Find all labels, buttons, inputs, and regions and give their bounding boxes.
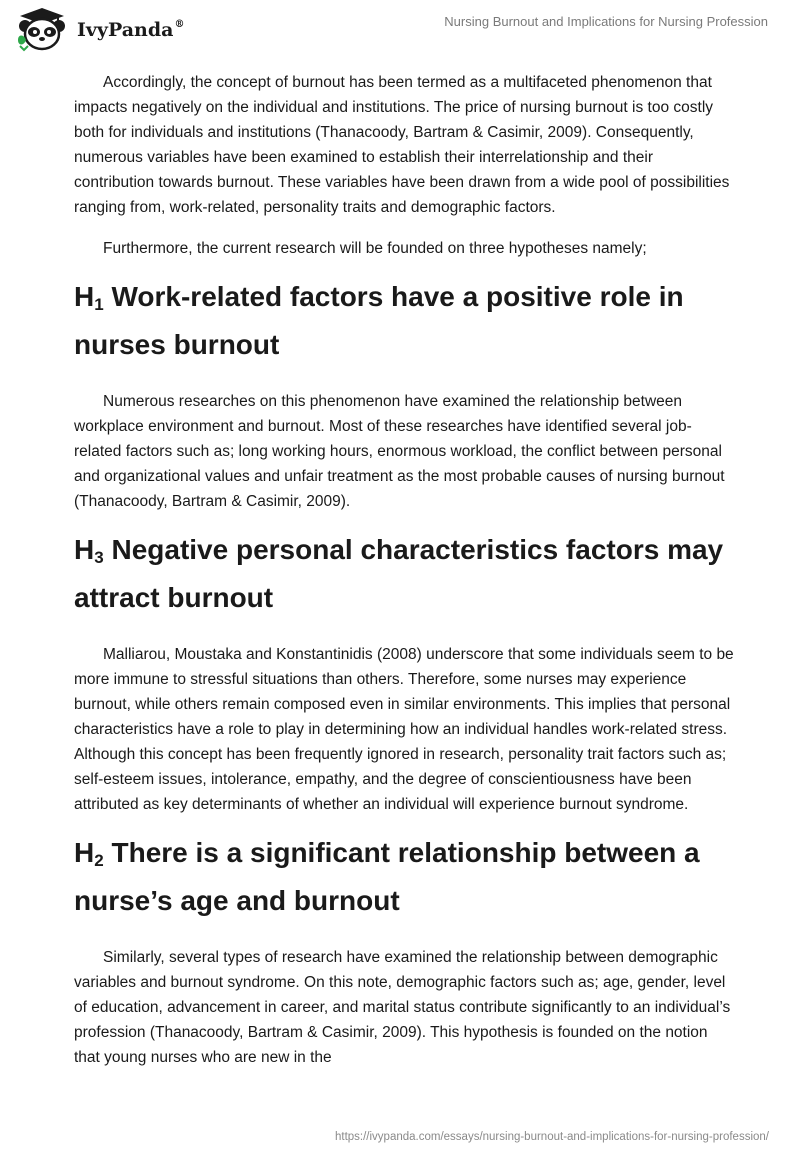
- ivypanda-logo[interactable]: [14, 6, 204, 52]
- heading-subscript: 3: [94, 548, 104, 567]
- heading-text: Work-related factors have a positive role in nurses burnout: [74, 281, 684, 360]
- heading-subscript: 2: [94, 851, 104, 870]
- heading-letter: H: [74, 281, 95, 312]
- paragraph-personal-factors: Malliarou, Moustaka and Konstantinidis (2008) underscore that some individuals seem to be more immune to stressful situations than others. Therefore, some nurses may experience burnout, while others remain composed even in similar environments. This implies that personal characteristics have a role to play in determining how an individual handles work-related stress. Although this concept has been frequently ignored in research, personality trait factors such as; self-esteem issues, intolerance, empathy, and the degree of conscientiousness have been attributed as key determinants of whether an individual will experience burnout syndrome.: [74, 646, 734, 813]
- source-url[interactable]: https://ivypanda.com/essays/nursing-burnout-and-implications-for-nursing-profession/: [334, 1131, 769, 1143]
- paragraph-intro: Accordingly, the concept of burnout has been termed as a multifaceted phenomenon that impacts negatively on the individual and institutions. The price of nursing burnout is too costly both for individuals and institutions (Thanacoody, Bartram & Casimir, 2009). Consequently, numerous variables have been examined to establish their interrelationship and their contribution towards burnout. These variables have been drawn from a wide pool of possibilities ranging from, work-related, personality traits and demographic factors.: [74, 74, 730, 216]
- paragraph-hypotheses-intro: Furthermore, the current research will be founded on three hypotheses namely;: [103, 240, 647, 257]
- logo-wordmark: [77, 19, 184, 41]
- logo-text: IvyPanda: [77, 19, 174, 41]
- document-title: Nursing Burnout and Implications for Nursing Profession: [444, 14, 768, 29]
- heading-letter: H: [74, 534, 95, 565]
- heading-subscript: 1: [94, 295, 104, 314]
- heading-hypothesis-1: [74, 277, 734, 365]
- heading-letter: H: [74, 837, 95, 868]
- panda-logo-icon: [14, 6, 70, 52]
- paragraph-demographic-factors: Similarly, several types of research have examined the relationship between demographic variables and burnout syndrome. On this note, demographic factors such as; age, gender, level of education, advancement in career, and marital status contribute significantly to an individual’s profession (Thanacoody, Bartram & Casimir, 2009). This hypothesis is founded on the notion that young nurses who are new in the: [74, 949, 731, 1066]
- heading-hypothesis-2: [74, 833, 734, 921]
- essay-content: [74, 70, 734, 1086]
- paragraph-work-factors: Numerous researches on this phenomenon have examined the relationship between workplace environment and burnout. Most of these researches have identified several job-related factors such as; long working hours, enormous workload, the conflict between personal and organizational values and unfair treatment as the most probable causes of nursing burnout (Thanacoody, Bartram & Casimir, 2009).: [74, 393, 725, 510]
- heading-hypothesis-3: [74, 530, 734, 618]
- heading-text: Negative personal characteristics factors may attract burnout: [74, 534, 724, 613]
- registered-mark: ®: [174, 19, 185, 30]
- heading-text: There is a significant relationship between a nurse’s age and burnout: [74, 837, 700, 916]
- page-header: [0, 0, 800, 60]
